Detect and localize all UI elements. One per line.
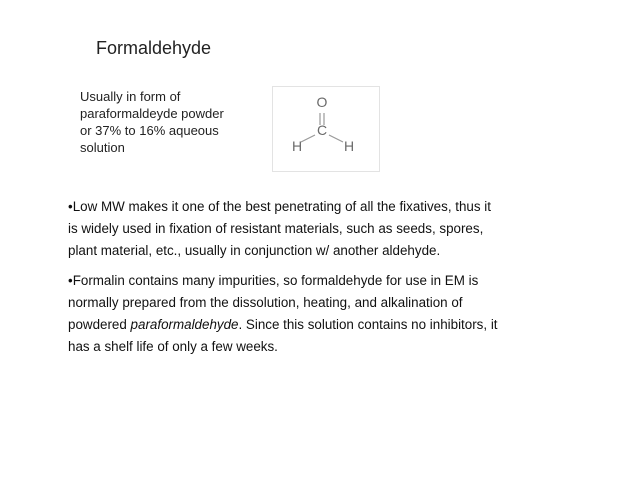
paragraph-line: •Low MW makes it one of the best penetrating of all the fixatives, thus it bbox=[68, 199, 491, 214]
paraformaldehyde-term: paraformaldehyde bbox=[130, 317, 239, 332]
subtitle-line: or 37% to 16% aqueous bbox=[80, 123, 219, 138]
paragraph-line bbox=[68, 314, 558, 336]
paragraph-line: has a shelf life of only a few weeks. bbox=[68, 339, 278, 354]
oxygen-atom-label: O bbox=[316, 94, 328, 110]
subtitle-line: Usually in form of bbox=[80, 89, 181, 104]
paragraph-text: . Since this solution contains no inhibitors, it bbox=[238, 317, 498, 332]
formaldehyde-structure-diagram bbox=[272, 86, 380, 172]
paragraph-line: is widely used in fixation of resistant materials, such as seeds, spores, bbox=[68, 221, 484, 236]
paragraph-line: normally prepared from the dissolution, heating, and alkalination of bbox=[68, 295, 463, 310]
paragraph-line: plant material, etc., usually in conjunction w/ another aldehyde. bbox=[68, 243, 441, 258]
slide-title: Formaldehyde bbox=[96, 38, 212, 58]
carbon-atom-label: C bbox=[316, 122, 328, 138]
bullet-paragraph-formalin bbox=[68, 270, 558, 358]
subtitle-line: solution bbox=[80, 140, 125, 155]
bullet-paragraph-fixative bbox=[68, 196, 558, 262]
slide-subtitle bbox=[80, 88, 280, 156]
paragraph-text: powdered bbox=[68, 317, 131, 332]
paragraph-line: •Formalin contains many impurities, so formaldehyde for use in EM is bbox=[68, 273, 479, 288]
hydrogen-atom-label: H bbox=[291, 138, 303, 154]
hydrogen-atom-label: H bbox=[343, 138, 355, 154]
single-bond-line bbox=[301, 135, 315, 142]
single-bond-line bbox=[329, 135, 343, 142]
subtitle-line: paraformaldeyde powder bbox=[80, 106, 224, 121]
